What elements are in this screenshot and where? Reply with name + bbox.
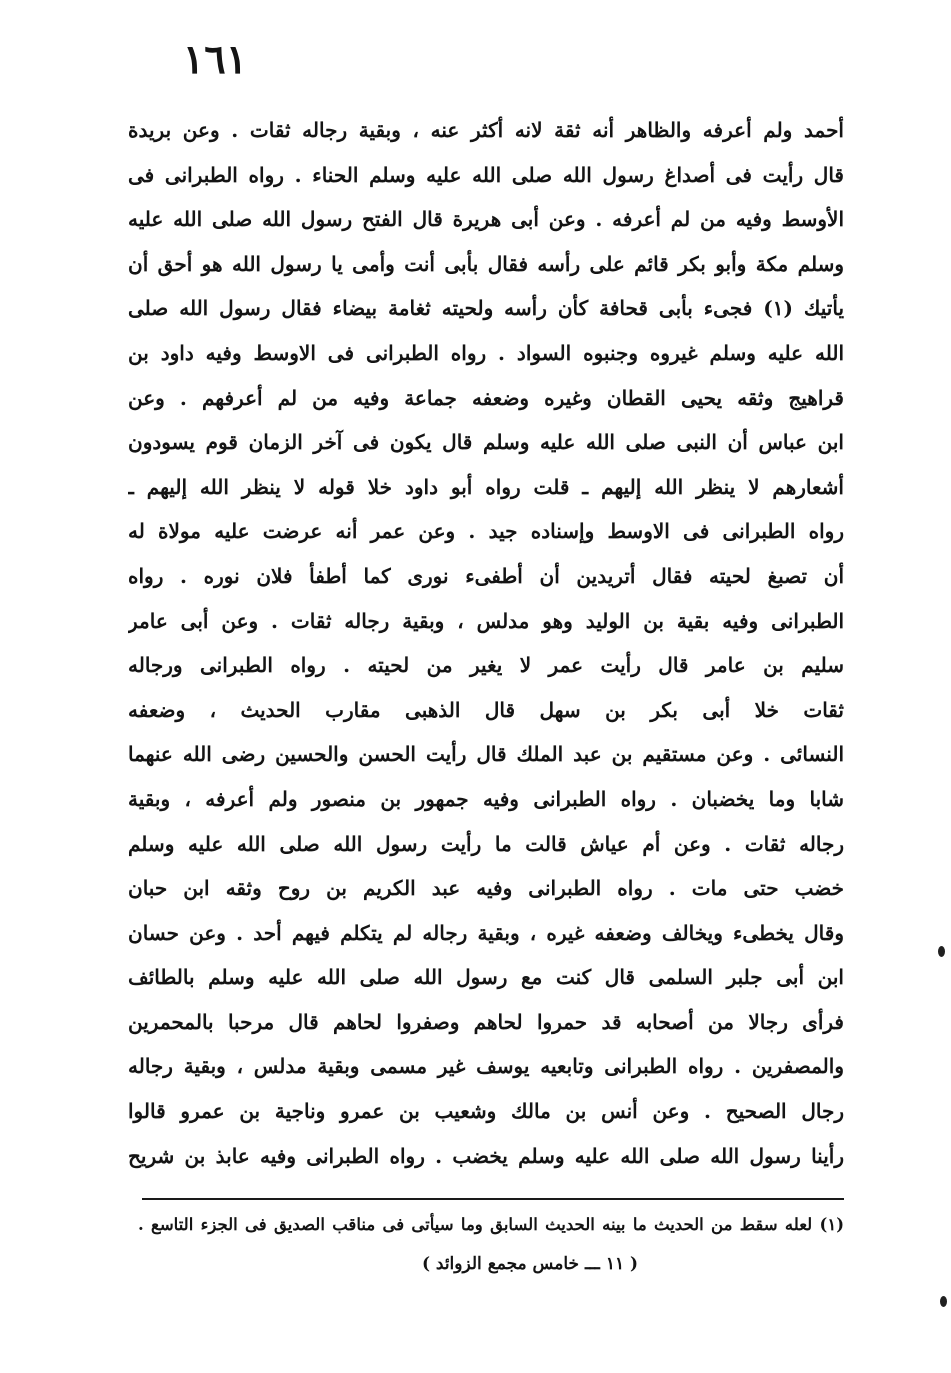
text-line: رجال الصحيح . وعن أنس بن مالك وشعيب بن عمرو وناجية بن عمرو قالوا [128, 1099, 844, 1124]
text-line: شابا وما يخضبان . رواه الطبرانى وفيه جمهور بن منصور ولم أعرفه ، وبقية [128, 786, 844, 811]
footnote: (١) لعله سقط من الحديث ما بينه الحديث السابق وما سيأتى فى مناقب الصديق فى الجزء التاسع . [138, 1215, 844, 1234]
text-line: الأوسط وفيه من لم أعرفه . وعن أبى هريرة قال الفتح رسول الله صلى الله عليه [128, 207, 844, 232]
signature-mark: ( ١١ ـــ خامس مجمع الزوائد ) [421, 1254, 639, 1274]
text-line: سليم بن عامر قال رأيت عمر لا يغير من لحيته . رواه الطبرانى ورجاله [128, 653, 844, 678]
page-number: ١٦١ [182, 36, 248, 83]
text-line: فرأى رجالا من أصحابه قد حمروا لحاهم وصفروا لحاهم قال مرحبا بالمحمرين [128, 1009, 844, 1034]
text-line: والمصفرين . رواه الطبرانى وتابعيه يوسف غير مسمى وبقية مدلس ، وبقية رجاله [128, 1054, 844, 1079]
text-line: ثقات خلا أبى بكر بن سهل قال الذهبى مقارب الحديث ، وضعفه [128, 697, 844, 722]
text-line: أحمد ولم أعرفه والظاهر أنه ثقة لانه أكثر عنه ، وبقية رجاله ثقات . وعن بريدة [128, 118, 844, 142]
text-line: رأينا رسول الله صلى الله عليه وسلم يخضب . رواه الطبرانى وفيه عابذ بن شريح [128, 1143, 844, 1168]
text-line: قال رأيت فى أصداغ رسول الله صلى الله عليه وسلم الحناء . رواه الطبرانى فى [128, 162, 844, 187]
text-line: رجاله ثقات . وعن أم عياش قالت ما رأيت رسول الله صلى الله عليه وسلم [128, 831, 844, 856]
text-line: أن تصبغ لحيته فقال أتريدين أن أطفىء نورى كما أطفأ فلان نوره . رواه [128, 563, 844, 588]
text-line: قراهيج وثقه يحيى القطان وغيره وضعفه جماعة وفيه من لم أعرفهم . وعن [128, 385, 844, 410]
text-line: الله عليه وسلم غيروه وجنبوه السواد . رواه الطبرانى فى الاوسط وفيه داود بن [128, 340, 844, 365]
text-line: وقال يخطىء ويخالف وضعفه غيره ، وبقية رجاله لم يتكلم فيهم أحد . وعن حسان [128, 920, 844, 945]
text-line: الطبرانى وفيه بقية بن الوليد وهو مدلس ، وبقية رجاله ثقات . وعن أبى عامر [128, 608, 844, 633]
text-line: أشعارهم لا ينظر الله إليهم ـ قلت رواه أبو داود خلا قوله لا ينظر الله إليهم ـ [128, 474, 844, 499]
text-line: وسلم مكة وأبو بكر قائم على رأسه فقال بأبى أنت وأمى يا رسول الله هو أحق أن [128, 251, 844, 276]
text-line: خضب حتى مات . رواه الطبرانى وفيه عبد الكريم بن روح وثقه ابن حبان [128, 876, 844, 901]
text-line: ابن أبى جلبر السلمى قال كنت مع رسول الله صلى الله عليه وسلم بالطائف [128, 965, 844, 990]
text-line: رواه الطبرانى فى الاوسط وإسناده جيد . وعن عمر أنه عرضت عليه مولاة له [128, 519, 844, 544]
scan-speck [940, 1296, 947, 1307]
scan-speck [938, 946, 945, 957]
main-text [128, 108, 844, 1178]
text-line: ابن عباس أن النبى صلى الله عليه وسلم قال يكون فى آخر الزمان قوم يسودون [128, 430, 844, 455]
text-line: النسائى . وعن مستقيم بن عبد الملك قال رأيت الحسن والحسين رضى الله عنهما [128, 742, 844, 767]
footnote-divider [142, 1198, 844, 1200]
text-line: يأتيك (١) فجىء بأبى قحافة كأن رأسه ولحيته ثغامة بيضاء فقال رسول الله صلى [128, 296, 844, 321]
